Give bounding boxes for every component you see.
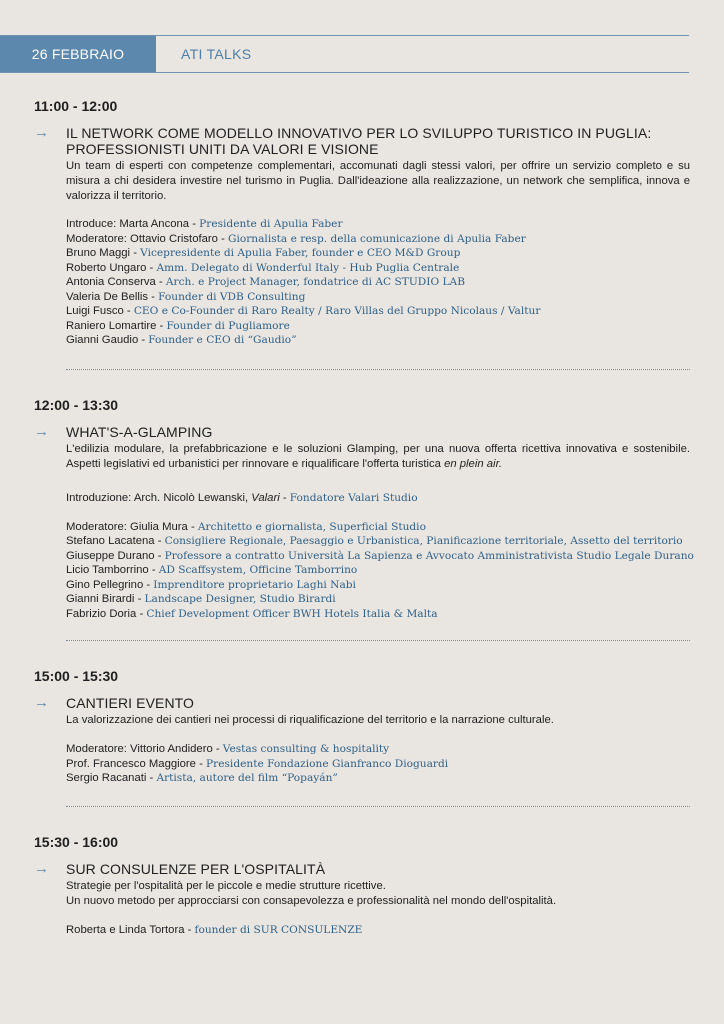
session-time: 15:00 - 15:30 [34,668,119,684]
session-title [66,125,690,157]
session-4 [34,833,690,938]
arrow-right-icon: → [34,860,49,877]
arrow-right-icon: → [34,124,49,141]
session-1 [34,97,690,348]
speaker: Valeria De Bellis - Founder di VDB Consulting [66,290,306,303]
speaker: Gino Pellegrino - Imprenditore proprietario Laghi Nabi [66,578,356,591]
speaker: Prof. Francesco Maggiore - Presidente Fondazione Gianfranco Dioguardi [66,757,449,770]
speaker: Gianni Birardi - Landscape Designer, Studio Birardi [66,593,336,605]
section-divider [66,369,690,370]
speaker: Stefano Lacatena - Consigliere Regionale, Paesaggio e Urbanistica, Pianificazione territoriale, Assetto del territorio [66,535,683,547]
session-title: CANTIERI EVENTO [66,695,195,711]
section-divider [66,806,690,807]
session-time: 11:00 - 12:00 [34,98,118,114]
event-name: ATI TALKS [181,46,252,62]
speaker-list [66,742,690,786]
session-title-row [34,125,690,157]
speaker: Introduce: Marta Ancona - Presidente di Apulia Faber [66,218,343,230]
speaker: Bruno Maggi - Vicepresidente di Apulia Faber, founder e CEO M&D Group [66,247,461,259]
speaker: Moderatore: Vittorio Andidero - Vestas consulting & hospitality [66,743,390,755]
session-title: WHAT'S-A-GLAMPING [66,424,213,440]
speaker: Raniero Lomartire - Founder di Pugliamore [66,319,290,332]
arrow-right-icon: → [34,694,49,711]
event-date: 26 FEBBRAIO [0,36,156,72]
speaker: Giuseppe Durano - Professore a contratto Università La Sapienza e Avvocato Amministrativista Studio Legale Durano [66,549,694,562]
session-description: L'edilizia modulare, la prefabbricazione e le soluzioni Glamping, per una nuova offerta ricettiva innovativa e sostenibile. Aspetti legislativi ed urbanistici per rinnovare e riqualificare l'offerta turistica en plein air. [66,443,690,470]
session-title-row [34,861,690,877]
session-description [66,879,690,909]
speaker-list [66,520,694,622]
session-title-line: PROFESSIONISTI UNITI DA VALORI E VISIONE [66,141,379,157]
session-title-line: IL NETWORK COME MODELLO INNOVATIVO PER LO SVILUPPO TURISTICO IN PUGLIA: [66,125,652,141]
session-2 [34,396,694,621]
session-time: 15:30 - 16:00 [34,834,119,850]
speaker-list [66,923,690,938]
speaker-list [66,217,690,348]
description-line: Un nuovo metodo per approcciarsi con consapevolezza e professionalità nel mondo dell'ospitalità. [66,895,557,907]
arrow-right-icon: → [34,423,49,440]
speaker: Sergio Racanati - Artista, autore del film “Popayán” [66,772,338,784]
speaker: Roberto Ungaro - Amm. Delegato di Wonderful Italy - Hub Puglia Centrale [66,261,460,274]
section-divider [66,640,690,641]
speaker: Roberta e Linda Tortora - founder di SUR CONSULENZE [66,924,363,936]
speaker: Antonia Conserva - Arch. e Project Manager, fondatrice di AC STUDIO LAB [66,276,465,288]
session-3 [34,667,690,786]
speaker: Moderatore: Ottavio Cristofaro - Giornalista e resp. della comunicazione di Apulia Faber [66,232,526,245]
session-description: La valorizzazione dei cantieri nei processi di riqualificazione del territorio e la narrazione culturale. [66,714,554,726]
session-time: 12:00 - 13:30 [34,397,119,413]
speaker: Fabrizio Doria - Chief Development Officer BWH Hotels Italia & Malta [66,607,438,620]
session-title-row [34,424,690,440]
speaker-intro [66,491,690,506]
speaker: Introduzione: Arch. Nicolò Lewanski, Valari - Fondatore Valari Studio [66,492,418,504]
page-header [0,35,689,73]
description-line: Strategie per l'ospitalità per le piccole e medie strutture ricettive. [66,880,386,892]
session-title: SUR CONSULENZE PER L'OSPITALITÀ [66,861,326,877]
speaker: Luigi Fusco - CEO e Co-Founder di Raro Realty / Raro Villas del Gruppo Nicolaus / Valtur [66,305,541,317]
speaker: Moderatore: Giulia Mura - Architetto e giornalista, Superficial Studio [66,520,426,533]
speaker: Licio Tamborrino - AD Scaffsystem, Officine Tamborrino [66,564,358,576]
speaker: Gianni Gaudio - Founder e CEO di “Gaudio” [66,334,297,346]
session-description: Un team di esperti con competenze complementari, accomunati dagli stessi valori, per offrire un servizio completo e su misura a chi desidera investire nel turismo in Puglia. Dall'ideazione alla realizzazione, un network che semplifica, innova e valorizza il territorio. [66,160,690,202]
session-title-row [34,695,690,711]
